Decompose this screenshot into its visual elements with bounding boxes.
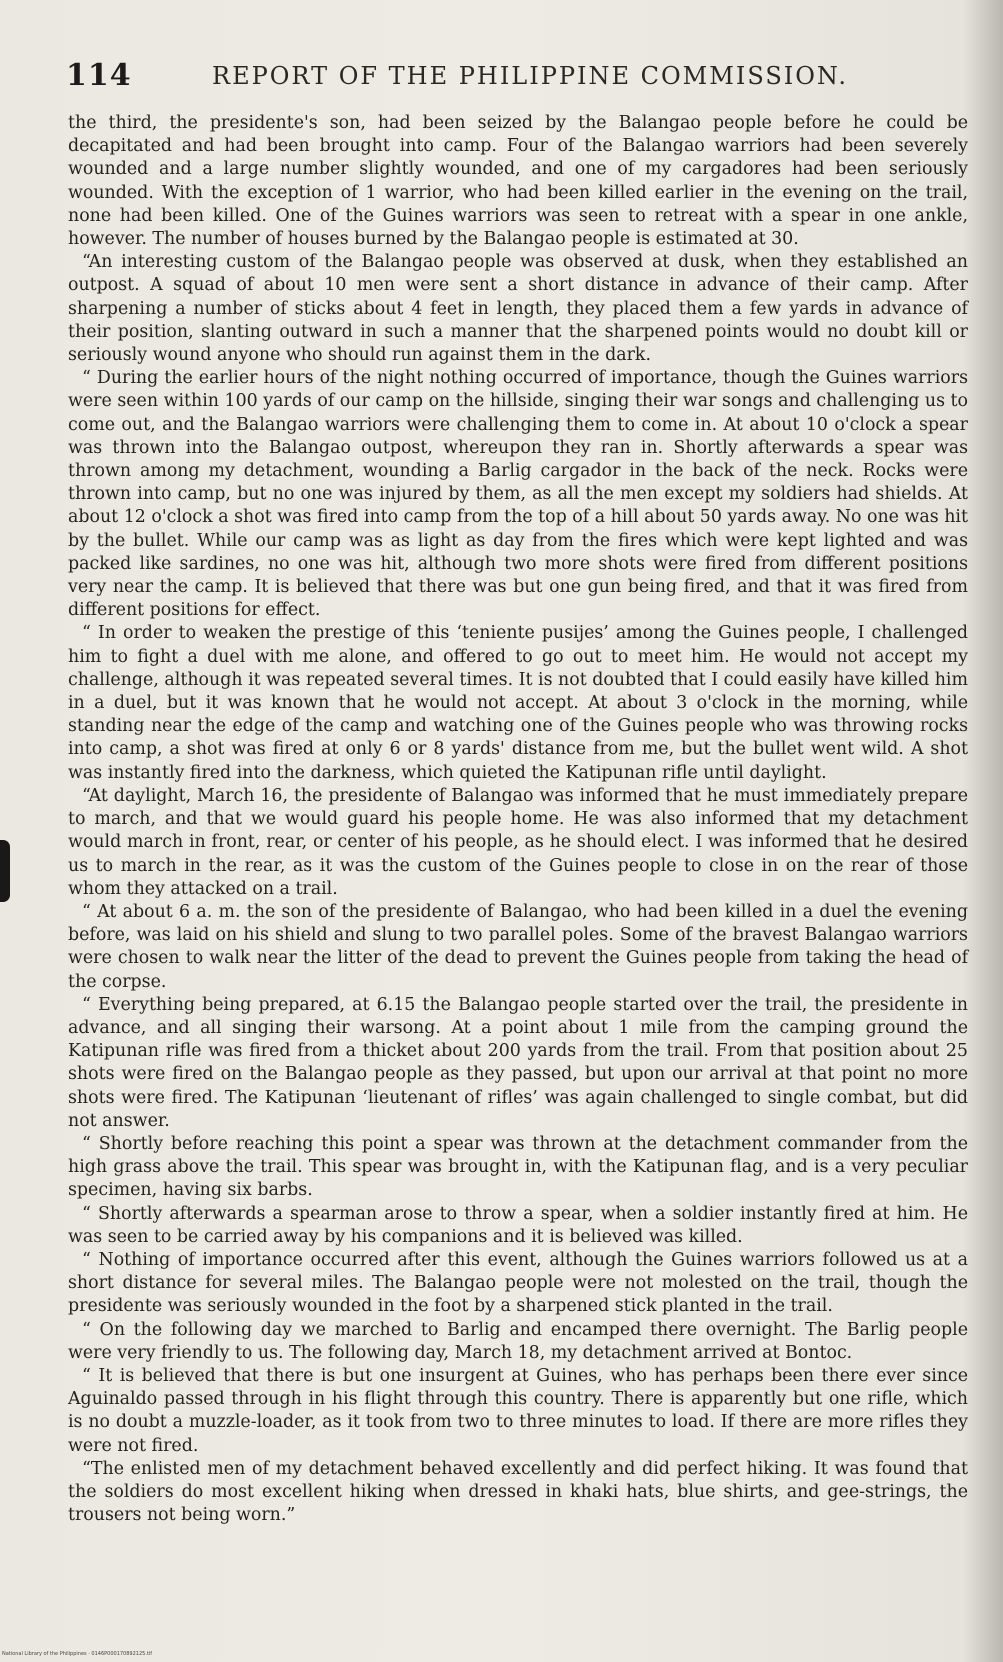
body-text [68,112,968,1527]
ink-bleed-mark [0,840,10,902]
scan-credit: National Library of the Philippines · 0146P000170892125.tif [2,1651,153,1657]
page-number: 114 [66,58,132,93]
paragraph: “ During the earlier hours of the night nothing occurred of importance, though the Guines warriors were seen within 100 yards of our camp on the hillside, singing their war songs and challenging us to come out, and the Balangao warriors were challenging them to come in. At about 10 o'clock a spear was thrown into the Balangao outpost, whereupon they ran in. Shortly afterwards a spear was thrown among my detachment, wounding a Barlig cargador in the back of the neck. Rocks were thrown into camp, but no one was injured by them, as all the men except my soldiers had shields. At about 12 o'clock a shot was fired into camp from the top of a hill about 50 yards away. No one was hit by the bullet. While our camp was as light as day from the fires which were kept lighted and was packed like sardines, no one was hit, although two more shots were fired from different positions very near the camp. It is believed that there was but one gun being fired, and that it was fired from different positions for effect. [68,368,968,621]
paragraph: the third, the presidente's son, had been seized by the Balangao people before he could be decapitated and had been brought into camp. Four of the Balangao warriors had been severely wounded and a large number slightly wounded, and one of my cargadores had been seriously wounded. With the exception of 1 warrior, who had been killed earlier in the evening on the trail, none had been killed. One of the Guines warriors was seen to retreat with a spear in one ankle, however. The number of houses burned by the Balangao people is estimated at 30. [68,113,968,250]
paragraph: “ Everything being prepared, at 6.15 the Balangao people started over the trail, the presidente in advance, and all singing their warsong. At a point about 1 mile from the camping ground the Katipunan rifle was fired from a thicket about 200 yards from the trail. From that position about 25 shots were fired on the Balangao people as they passed, but upon our arrival at that point no more shots were fired. The Katipunan ‘lieutenant of rifles’ was again challenged to single combat, but did not answer. [68,994,968,1131]
paragraph: “At daylight, March 16, the presidente of Balangao was informed that he must immediately prepare to march, and that we would guard his people home. He was also informed that my detachment would march in front, rear, or center of his people, as he should elect. I was informed that he desired us to march in the rear, as it was the custom of the Guines people to close in on the rear of those whom they attacked on a trail. [68,785,968,899]
page-header [66,58,966,98]
paragraph: “ Nothing of importance occurred after this event, although the Guines warriors followed us at a short distance for several miles. The Balangao people were not molested on the trail, though the presidente was seriously wounded in the foot by a sharpened stick planted in the trail. [68,1249,968,1317]
running-head: REPORT OF THE PHILIPPINE COMMISSION. [212,62,849,90]
paragraph: “ Shortly afterwards a spearman arose to throw a spear, when a soldier instantly fired at him. He was seen to be carried away by his companions and it is believed was killed. [68,1203,968,1247]
paragraph: “ At about 6 a. m. the son of the presidente of Balangao, who had been killed in a duel the evening before, was laid on his shield and slung to two parallel poles. Some of the bravest Balangao warriors were chosen to walk near the litter of the dead to prevent the Guines people from taking the head of the corpse. [68,901,968,992]
paragraph: “ In order to weaken the prestige of this ‘teniente pusijes’ among the Guines people, I challenged him to fight a duel with me alone, and offered to go out to meet him. He would not accept my challenge, although it was repeated several times. It is not doubted that I could easily have killed him in a duel, but it was known that he would not accept. At about 3 o'clock in the morning, while standing near the edge of the camp and watching one of the Guines people who was throwing rocks into camp, a shot was fired at only 6 or 8 yards' distance from me, but the bullet went wild. A shot was instantly fired into the darkness, which quieted the Katipunan rifle until daylight. [68,623,968,783]
paragraph: “ Shortly before reaching this point a spear was thrown at the detachment commander from the high grass above the trail. This spear was brought in, with the Katipunan flag, and is a very peculiar specimen, having six barbs. [68,1133,968,1201]
paragraph: “ It is believed that there is but one insurgent at Guines, who has perhaps been there ever since Aguinaldo passed through in his flight through this country. There is apparently but one rifle, which is no doubt a muzzle-loader, as it took from two to three minutes to load. If there are more rifles they were not fired. [68,1365,968,1456]
paragraph: “ On the following day we marched to Barlig and encamped there overnight. The Barlig people were very friendly to us. The following day, March 18, my detachment arrived at Bontoc. [68,1319,968,1363]
paragraph: “The enlisted men of my detachment behaved excellently and did perfect hiking. It was found that the soldiers do most excellent hiking when dressed in khaki hats, blue shirts, and gee-strings, the trousers not being worn.” [68,1458,968,1526]
paragraph: “An interesting custom of the Balangao people was observed at dusk, when they established an outpost. A squad of about 10 men were sent a short distance in advance of their camp. After sharpening a number of sticks about 4 feet in length, they placed them a few yards in advance of their position, slanting outward in such a manner that the sharpened points would no doubt kill or seriously wound anyone who should run against them in the dark. [68,252,968,366]
